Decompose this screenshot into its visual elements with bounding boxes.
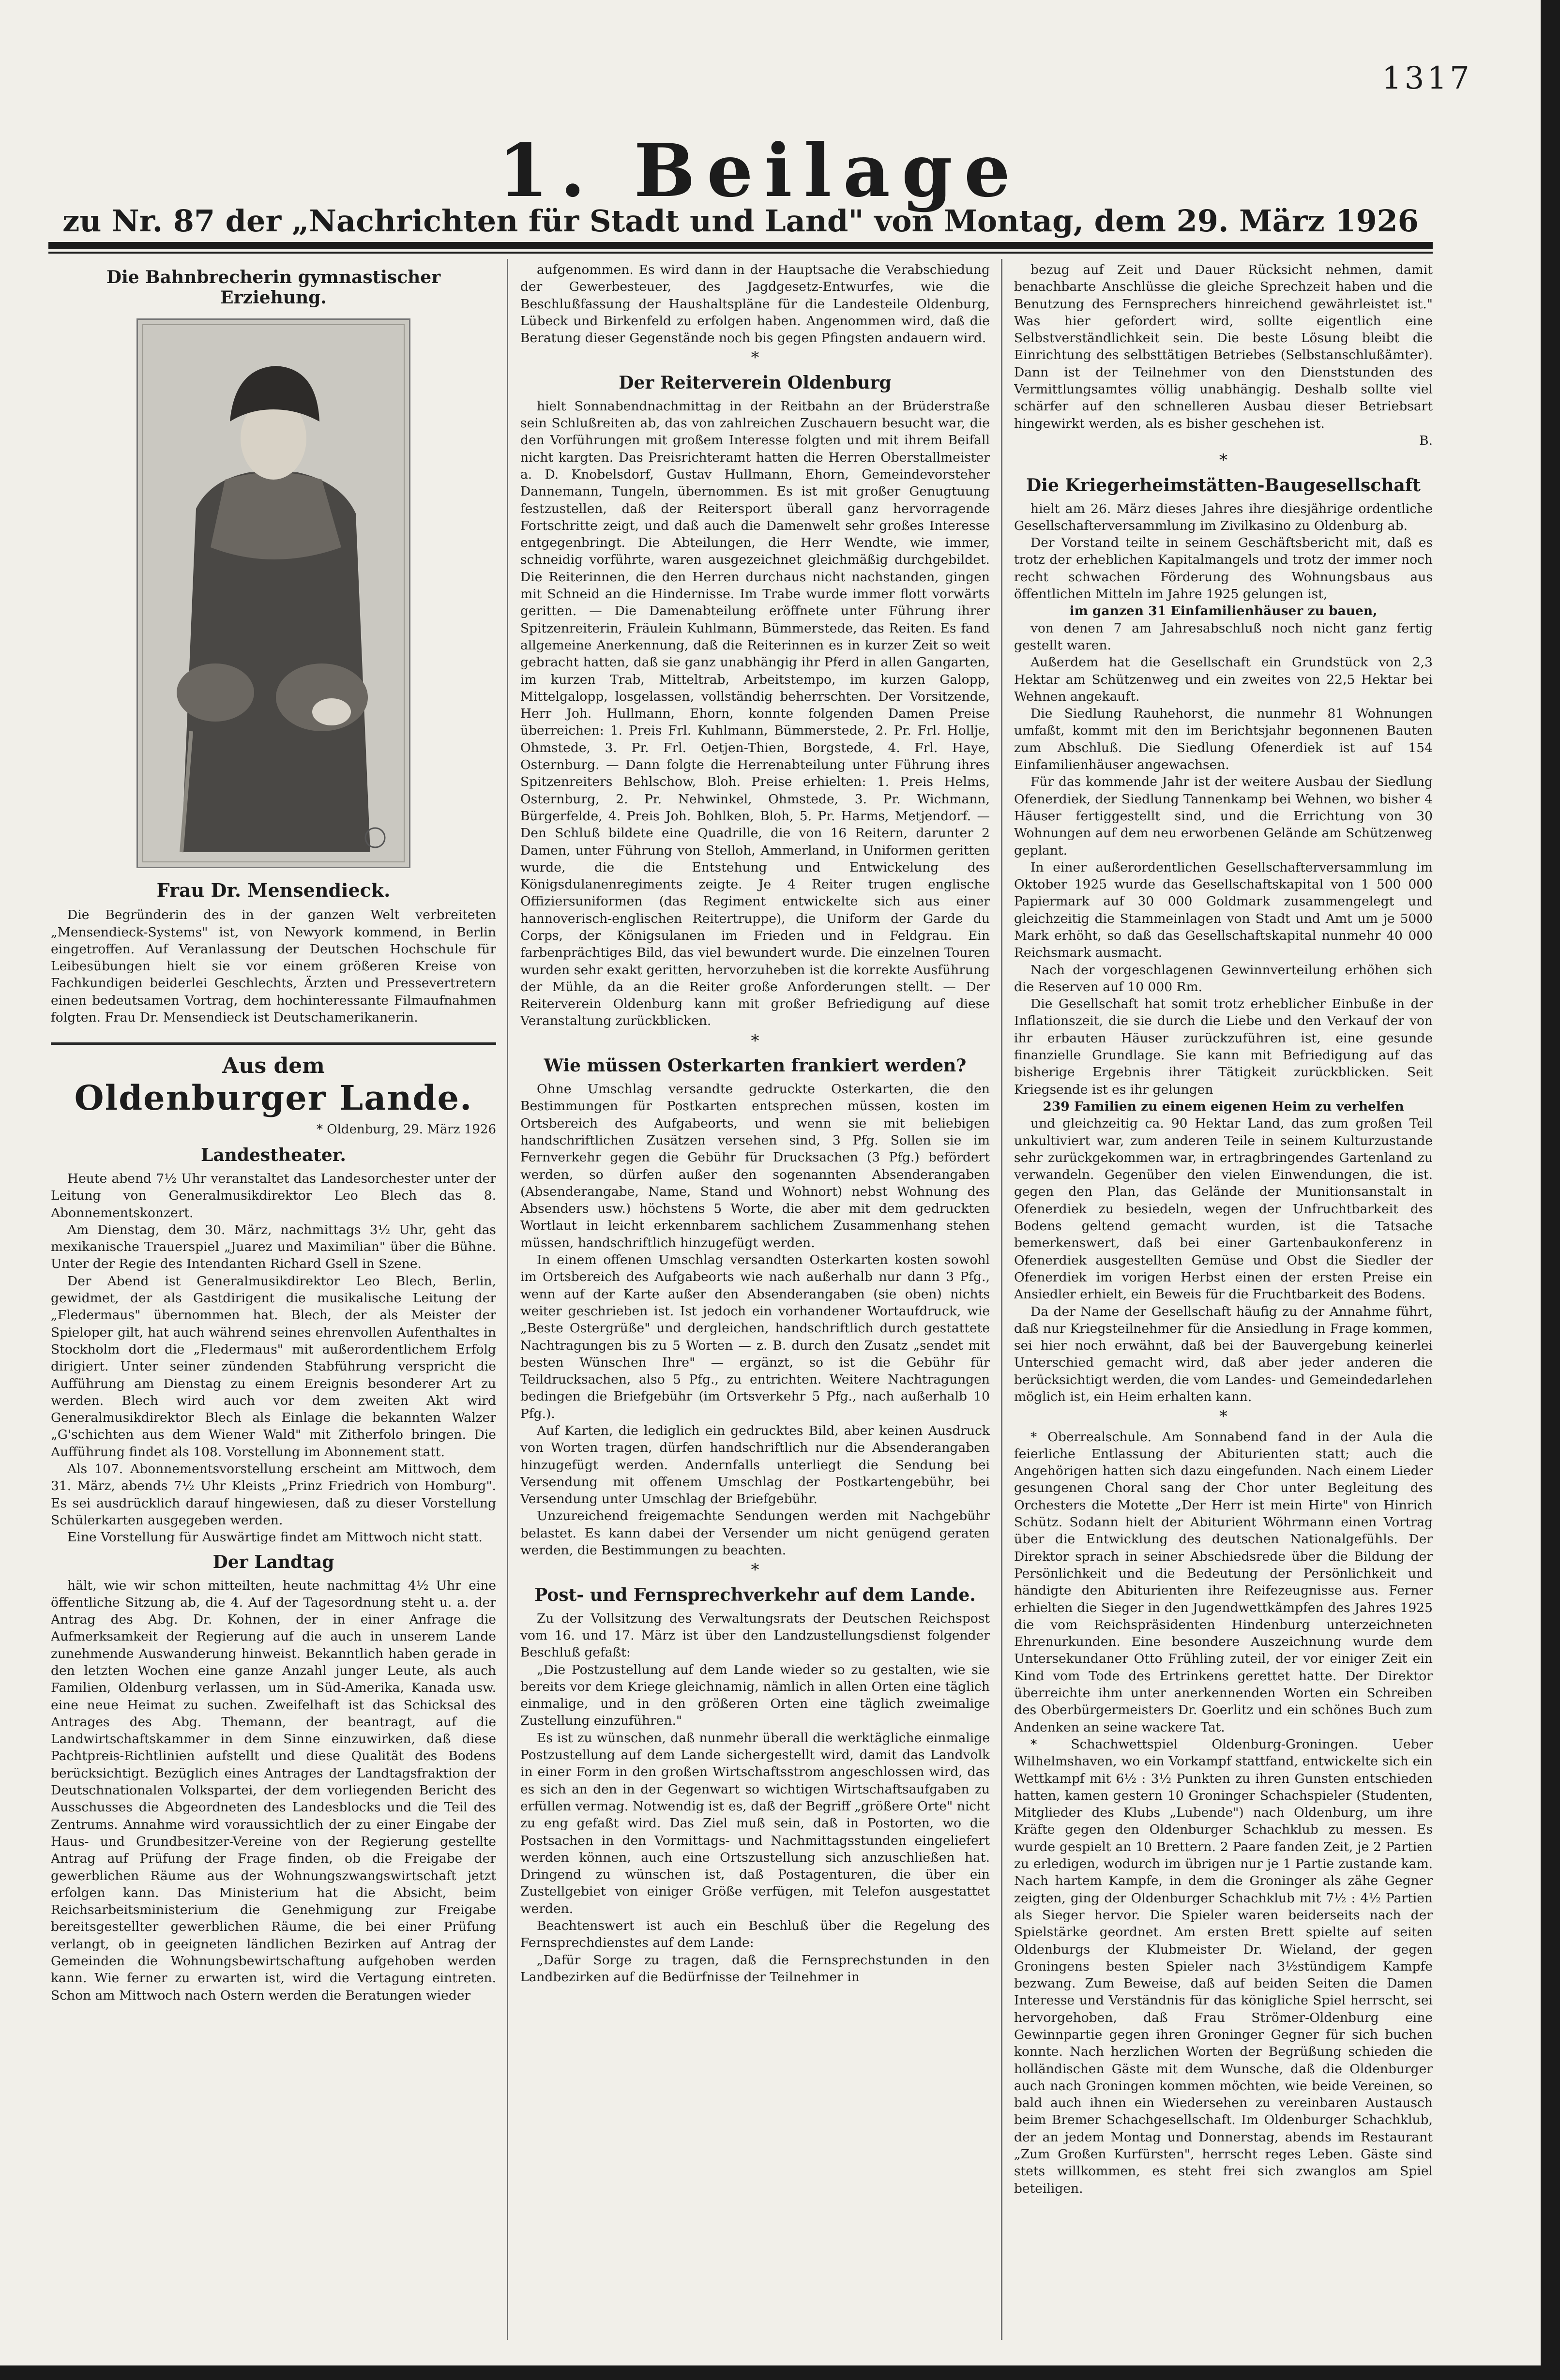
paragraph: * Oberrealschule. Am Sonnabend fand in der Aula die feierliche Entlassung der Abiturienten statt; auch die Angehörigen hatten sich dazu eingefunden. Nach einem Lieder gesungenen Choral sang der Chor unter Begleitung des Orchesters die Motette „Der Herr ist mein Hirte" von Hinrich Schütz. Sodann hielt der Abiturient Wöhrmann einen Vortrag über die Entwicklung des deutschen Nationalgefühls. Der Direktor sprach in seiner Abschiedsrede über die Bildung der Persönlichkeit und die Bedeutung der Persönlichkeit und händigte den Abiturienten ihre Reifezeugnisse aus. Ferner erhielten die Sieger in den Jugendwettkämpfen des Jahres 1925 die vom Reichspräsidenten Hindenburg unterzeichneten Ehrenurkunden. Eine besondere Auszeichnung wurde dem Untersekundaner Otto Frühling zuteil, der vor einiger Zeit ein Kind vom Tode des Ertrinkens gerettet hatte. Der Direktor überreichte ihm unter anerkennenden Worten ein Schreiben des Oberbürgermeisters Dr. Goerlitz und ein schönes Buch zum Andenken an seine wackere Tat.: [1014, 1429, 1433, 1735]
paragraph: Die Siedlung Rauhehorst, die nunmehr 81 Wohnungen umfaßt, kommt mit den im Berichtsjahr begonnenen Bauten zum Abschluß. Die Siedlung Ofenerdiek ist auf 154 Einfamilienhäuser angewachsen.: [1014, 706, 1433, 773]
paragraph: Es ist zu wünschen, daß nunmehr überall die werktägliche einmalige Postzustellung auf dem Lande sichergestellt wird, damit das Landvolk in einer Form in den großen Wirtschaftsstrom angeschlossen wird, das es sich an den in der Gegenwart so wichtigen Wirtschaftsaufgaben zu erfüllen vermag. Notwendig ist es, daß der Begriff „größere Orte" nicht zu eng gefaßt wird. Das Ziel muß sein, daß in Postorten, wo die Postsachen in den Vormittags- und Nachmittagsstunden eingeliefert werden können, auch eine Ortszustellung sich anzuschließen hat. Dringend zu wünschen ist, daß Postagenturen, die über ein Zustellgebiet von einiger Größe verfügen, mit Telefon ausgestattet werden.: [520, 1730, 990, 1916]
article-heading-mensendieck: Die Bahnbrecherin gymnastischer Erziehung.: [106, 267, 441, 308]
portrait-photo: [136, 318, 410, 868]
dateline: * Oldenburg, 29. März 1926: [317, 1122, 496, 1137]
masthead-rule-thin: [48, 252, 1433, 254]
section-rule: [51, 1042, 496, 1045]
paragraph: Zu der Vollsitzung des Verwaltungsrats der Deutschen Reichspost vom 16. und 17. März ist über den Landzustellungsdienst folgender Beschluß gefaßt:: [520, 1611, 990, 1660]
paragraph: hielt am 26. März dieses Jahres ihre diesjährige ordentliche Gesellschafterversammlung im Zivilkasino zu Oldenburg ab.: [1014, 501, 1433, 533]
issue-subheader: zu Nr. 87 der „Nachrichten für Stadt und Land" von Montag, dem 29. März 1926: [62, 203, 1419, 239]
paragraph: Ohne Umschlag versandte gedruckte Osterkarten, die den Bestimmungen für Postkarten entsprechen müssen, kosten im Ortsbereich des Aufgabeorts, und wenn sie mit beliebigen handschriftlichen Zusätzen versehen sind, 3 Pfg. Sollen sie im Fernverkehr gegen die Gebühr für Drucksachen (3 Pfg.) befördert werden, so dürfen außer den sogenannten Absenderangaben (Absenderangabe, Name, Stand und Wohnort) nebst Wohnung des Absenders usw.) höchstens 5 Worte, die aber mit dem gedruckten Wortlaut in leicht erkennbarem sachlichem Zusammenhang stehen müssen, handschriftlich hinzugefügt werden.: [520, 1082, 990, 1250]
paragraph: Heute abend 7½ Uhr veranstaltet das Landesorchester unter der Leitung von Generalmusikdirektor Leo Blech das 8. Abonnementskonzert.: [51, 1171, 496, 1220]
column-divider-1: [507, 259, 508, 2340]
paragraph: hält, wie wir schon mitteilten, heute nachmittag 4½ Uhr eine öffentliche Sitzung ab, die 4. Auf der Tagesordnung steht u. a. der Antrag des Abg. Dr. Kohnen, der in einer Anfrage die Aufmerksamkeit der Regierung auf die auch in unserem Lande zunehmende Auswanderung hinweist. Bekanntlich haben gerade in den letzten Wochen eine ganze Anzahl junger Leute, als auch Familien, Oldenburg verlassen, um in Süd-Amerika, Kanada usw. eine neue Heimat zu suchen. Zweifelhaft ist das Schicksal des Antrages des Abg. Themann, der beantragt, auf die Landwirtschaftskammer in dem Sinne einzuwirken, daß diese Pachtpreis-Richtlinien aufstellt und diese Qualität des Bodens berücksichtigt. Bezüglich eines Antrages der Landtagsfraktion der Deutschnationalen Volkspartei, der dem vorliegenden Bericht des Ausschusses die Abgeordneten des Landesblocks und die Teil des Zentrums. Annahme wird voraussichtlich der zu einer Eingabe der Haus- und Grundbesitzer-Vereine von der Regierung gestellte Antrag auf Prüfung der Frage finden, ob die Freigabe der gewerblichen Räume aus der Wohnungszwangswirtschaft jetzt erfolgen kann. Das Ministerium hat die Absicht, beim Reichsarbeitsministerium die Genehmigung zur Freigabe bereitsgestellter gewerblichen Räume, die bei einer Prüfung verlangt, ob in geeigneten ländlichen Bezirken auf Antrag der Gemeinden die Wohnungsbewirtschaftung aufgehoben werden kann. Wie ferner zu erwarten ist, wird die Vertagung eintreten. Schon am Mittwoch nach Ostern werden die Beratungen wieder: [51, 1578, 496, 2003]
paragraph: hielt Sonnabendnachmittag in der Reitbahn an der Brüderstraße sein Schlußreiten ab, das von zahlreichen Zuschauern besucht war, die den Vorführungen mit großem Interesse folgten und mit ihrem Beifall nicht kargten. Das Preisrichteramt hatten die Herren Oberstallmeister a. D. Knobelsdorf, Gustav Hullmann, Ehorn, Gemeindevorsteher Dannemann, Tungeln, übernommen. Es ist mit großer Genugtuung festzustellen, daß der Reitersport überall ganz hervorragende Fortschritte zeigt, und daß auch die Damenwelt sehr großes Interesse entgegenbringt. Die Abteilungen, die Herr Wendte, wie immer, schneidig vorführte, waren ausgezeichnet gleichmäßig durchgebildet. Die Reiterinnen, die den Herren durchaus nicht nachstanden, gingen mit Schneid an die Hindernisse. Im Trabe wurde immer flott vorwärts geritten. — Die Damenabteilung eröffnete unter Führung ihrer Spitzenreiterin, Fräulein Kuhlmann, Bümmerstede, das Reiten. Es fand allgemeine Anerkennung, daß die Reiterinnen es in kurzer Zeit so weit gebracht hatten, daß sie ganz unabhängig ihr Pferd in allen Gangarten, im kurzen Trab, Mitteltrab, Arbeitstempo, im kurzen Galopp, Mittelgalopp, losgelassen, vollständig beherrschten. Der Vorsitzende, Herr Joh. Hullmann, Ehorn, konnte folgenden Damen Preise überreichen: 1. Preis Frl. Kuhlmann, Bümmerstede, 2. Pr. Frl. Hollje, Ohmstede, 3. Pr. Frl. Oetjen-Thien, Borgstede, 4. Frl. Haye, Osternburg. — Dann folgte die Herrenabteilung unter Führung ihres Spitzenreiters Behlschow, Bloh. Preise erhielten: 1. Preis Helms, Osternburg, 2. Pr. Nehwinkel, Ohmstede, 3. Pr. Wichmann, Bürgerfelde, 4. Preis Joh. Bohlken, Bloh, 5. Pr. Harms, Metjendorf. — Den Schluß bildete eine Quadrille, die von 16 Reitern, darunter 2 Damen, unter Führung von Stelloh, Ammerland, in Uniformen geritten wurde, die die Entstehung und Entwickelung des Königsdulanenregiments zeigte. Je 4 Reiter trugen englische Offiziersuniformen (das Regiment entwickelte sich aus einer hannoverisch-englischen Reitertruppe), die Uniform der Garde du Corps, der Königsulanen im Frieden und in Feldgrau. Ein farbenprächtiges Bild, das viel bewundert wurde. Die einzelnen Touren wurden sehr exakt geritten, hervorzuheben ist die korrekte Ausführung der Mühle, da an die Reiter große Anforderungen stellt. — Der Reiterverein Oldenburg kann mit großer Befriedigung auf diese Veranstaltung zurückblicken.: [520, 398, 990, 1029]
paragraph: In einem offenen Umschlag versandten Osterkarten kosten sowohl im Ortsbereich des Aufgabeorts wie nach außerhalb nur dann 3 Pfg., wenn auf der Karte außer den Absenderangaben (sie oben) nichts weiter geschrieben ist. Ist jedoch ein vorhandener Wortaufdruck, wie „Beste Ostergrüße" und dergleichen, handschriftlich durch gestattete Nachtragungen bis zu 5 Worten — z. B. durch den Zusatz „sendet mit besten Wünschen Ihre" — ergänzt, so ist die Gebühr für Teildrucksachen, also 5 Pfg., zu entrichten. Weitere Nachtragungen bedingen die Briefgebühr (im Ortsverkehr 5 Pfg., nach außerhalb 10 Pfg.).: [520, 1252, 990, 1421]
column-1: [51, 261, 496, 2342]
paragraph: Der Abend ist Generalmusikdirektor Leo Blech, Berlin, gewidmet, der als Gastdirigent die musikalische Leitung der „Fledermaus" übernommen hat. Blech, der als Meister der Spieloper gilt, hat auch während seines ehrenvollen Aufenthaltes in Stockholm dort die „Fledermaus" mit außerordentlichem Erfolg dirigiert. Unter seiner zündenden Stabführung verspricht die Aufführung am Dienstag zu einem Ereignis besonderer Art zu werden. Blech wird auch vor dem zweiten Akt wird Generalmusikdirektor Blech als Einlage die bekannten Walzer „G'schichten aus dem Wiener Wald" mit Zitherfolo bringen. Die Aufführung findet als 108. Vorstellung im Abonnement statt.: [51, 1273, 496, 1460]
portrait-caption: Frau Dr. Mensendieck.: [156, 879, 391, 901]
separator-asterisk: *: [751, 1560, 759, 1580]
paragraph: Außerdem hat die Gesellschaft ein Grundstück von 2,3 Hektar am Schützenweg und ein zweites von 22,5 Hektar bei Wehnen angekauft.: [1014, 655, 1433, 704]
paragraph: Für das kommende Jahr ist der weitere Ausbau der Siedlung Ofenerdiek, der Siedlung Tannenkamp bei Wehnen, wo bisher 4 Häuser fertiggestellt sind, und die Errichtung von 30 Wohnungen auf dem neu erworbenen Gelände am Schützenweg geplant.: [1014, 774, 1433, 858]
portrait-text: Die Begründerin des in der ganzen Welt verbreiteten „Mensendieck-Systems" ist, von Newyork kommend, in Berlin eingetroffen. Auf Veranlassung der Deutschen Hochschule für Leibesübungen hielt sie vor einem größeren Kreise von Fachkundigen beiderlei Geschlechts, Ärzten und Pressevertretern einen bedeutsamen Vortrag, dem hochinteressante Filmaufnahmen folgten. Frau Dr. Mensendieck ist Deutschamerikanerin.: [51, 907, 496, 1025]
paragraph: Eine Vorstellung für Auswärtige findet am Mittwoch nicht statt.: [67, 1530, 483, 1545]
masthead-rule-thick: [48, 242, 1433, 249]
separator-asterisk: *: [751, 1031, 759, 1051]
highlight-line: im ganzen 31 Einfamilienhäuser zu bauen,: [1069, 603, 1378, 619]
paragraph: Da der Name der Gesellschaft häufig zu der Annahme führt, daß nur Kriegsteilnehmer für die Ansiedlung in Frage kommen, sei hier noch erwähnt, daß bei der Bauvergebung keinerlei Unterschied gemacht wird, daß aber jeder anderen die berücksichtigt werden, die vom Landes- und Gemeindedarlehen möglich ist, ein Heim erhalten kann.: [1014, 1304, 1433, 1404]
paragraph: Als 107. Abonnementsvorstellung erscheint am Mittwoch, dem 31. März, abends 7½ Uhr Kleists „Prinz Friedrich von Homburg". Es sei ausdrücklich darauf hingewiesen, daß zu dieser Vorstellung Schülerkarten ausgegeben werden.: [51, 1461, 496, 1528]
paragraph: von denen 7 am Jahresabschluß noch nicht ganz fertig gestellt waren.: [1014, 620, 1433, 653]
page-number: 1317: [1382, 60, 1472, 96]
supplement-title: 1. Beilage: [498, 128, 1022, 213]
heading-post: Post- und Fernsprechverkehr auf dem Lande.: [534, 1584, 976, 1605]
heading-reiterverein: Der Reiterverein Oldenburg: [619, 372, 892, 393]
section-kicker: Aus dem: [222, 1054, 325, 1079]
paragraph: „Dafür Sorge zu tragen, daß die Fernsprechstunden in den Landbezirken auf die Bedürfnisse der Teilnehmer in: [520, 1952, 990, 1985]
heading-landestheater: Landestheater.: [201, 1145, 346, 1165]
scan-frame-bottom: [0, 2365, 1560, 2380]
paragraph: Unzureichend freigemachte Sendungen werden mit Nachgebühr belastet. Es kann dabei der Versender um nicht genügend geraten werden, die Bestimmungen zu beachten.: [520, 1508, 990, 1558]
heading-landtag: Der Landtag: [212, 1552, 334, 1572]
paragraph: Nach der vorgeschlagenen Gewinnverteilung erhöhen sich die Reserven auf 10 000 Rm.: [1014, 962, 1433, 994]
section-title: Oldenburger Lande.: [74, 1077, 473, 1118]
paragraph: Beachtenswert ist auch ein Beschluß über die Regelung des Fernsprechdienstes auf dem Lande:: [520, 1918, 990, 1951]
heading-kriegerheimstaetten: Die Kriegerheimstätten-Baugesellschaft: [1026, 475, 1421, 496]
scan-frame-right: [1541, 0, 1560, 2380]
portrait-illustration: [138, 320, 409, 867]
separator-asterisk: *: [1219, 1407, 1227, 1427]
paragraph: Der Vorstand teilte in seinem Geschäftsbericht mit, daß es trotz der erheblichen Kapitalmangels und trotz der immer noch recht schwachen Förderung des Wohnungsbaus aus öffentlichen Mitteln im Jahre 1925 gelungen ist,: [1014, 535, 1433, 602]
author-signature: B.: [1419, 433, 1433, 448]
paragraph: „Die Postzustellung auf dem Lande wieder so zu gestalten, wie sie bereits vor dem Kriege gleichnamig, nämlich in allen Orten eine täglich einmalige, und in den größeren Orten eine täglich zweimalige Zustellung einzuführen.": [520, 1662, 990, 1729]
paragraph: Auf Karten, die lediglich ein gedrucktes Bild, aber keinen Ausdruck von Worten tragen, dürfen handschriftlich nur die Absenderangaben hinzugefügt werden. Andernfalls unterliegt die Sendung bei Versendung mit offenem Umschlag der Postkartengebühr, bei Versendung unter Umschlag der Briefgebühr.: [520, 1423, 990, 1507]
paragraph: bezug auf Zeit und Dauer Rücksicht nehmen, damit benachbarte Anschlüsse die gleiche Sprechzeit haben und die Benutzung des Fernsprechers hinreichend gewährleistet ist." Was hier gefordert wird, sollte eigentlich eine Selbstverständlichkeit sein. Die beste Lösung bleibt die Einrichtung des selbsttätigen Betriebes (Selbstanschlußämter). Dann ist der Teilnehmer von den Dienststunden des Vermittlungsamtes völlig unabhängig. Deshalb sollte viel schärfer auf den schnelleren Ausbau dieser Betriebsart hingewirkt werden, als es bisher geschehen ist.: [1014, 262, 1433, 431]
column-3: [1014, 261, 1433, 2342]
paragraph: In einer außerordentlichen Gesellschafterversammlung im Oktober 1925 wurde das Gesellschaftskapital von 1 500 000 Papiermark auf 30 000 Goldmark zusammengelegt und gleichzeitig die Stammeinlagen von Stadt und Amt um je 5000 Mark erhöht, so daß das Gesellschaftskapital nunmehr 40 000 Reichsmark ausmacht.: [1014, 859, 1433, 961]
column-divider-2: [1001, 259, 1002, 2340]
highlight-line: 239 Familien zu einem eigenen Heim zu verhelfen: [1043, 1099, 1404, 1114]
separator-asterisk: *: [751, 348, 759, 368]
column-2: [520, 261, 990, 2342]
paragraph: Am Dienstag, dem 30. März, nachmittags 3½ Uhr, geht das mexikanische Trauerspiel „Juarez und Maximilian" über die Bühne. Unter der Regie des Intendanten Richard Gsell in Szene.: [51, 1222, 496, 1272]
paragraph: Die Gesellschaft hat somit trotz erheblicher Einbuße in der Inflationszeit, die sie durch die Liebe und den Verkauf der von ihr erbauten Häuser zurückzuführen ist, eine gesunde finanzielle Grundlage. Sie kann mit Befriedigung auf das bisherige Ergebnis ihrer Tätigkeit zurückblicken. Seit Kriegsende ist es ihr gelungen: [1014, 996, 1433, 1097]
paragraph: und gleichzeitig ca. 90 Hektar Land, das zum großen Teil unkultiviert war, zum anderen Teile in seinem Kulturzustande sehr zurückgekommen war, in ertragbringendes Gartenland zu verwandeln. Gegenüber den vielen Einwendungen, die ist. gegen den Plan, das Gelände der Munitionsanstalt in Ofenerdiek zu besiedeln, wegen der Unfruchtbarkeit des Bodens geltend gemacht wurden, ist die Tatsache bemerkenswert, daß bei einer Gartenbaukonferenz in Ofenerdiek ausgestellten Gemüse und Obst die Siedler der Ofenerdiek im vorigen Herbst einen der ersten Preise ein Ansiedler erhielt, ein Beweis für die Fruchtbarkeit des Bodens.: [1014, 1116, 1433, 1302]
paragraph: aufgenommen. Es wird dann in der Hauptsache die Verabschiedung der Gewerbesteuer, des Jagdgesetz-Entwurfes, wie die Beschlußfassung der Haushaltspläne für die Landesteile Oldenburg, Lübeck und Birkenfeld zu erfolgen haben. Angenommen wird, daß die Beratung dieser Gegenstände noch bis gegen Pfingsten andauern wird.: [520, 262, 990, 346]
paragraph: * Schachwettspiel Oldenburg-Groningen. Ueber Wilhelmshaven, wo ein Vorkampf stattfand, entwickelte sich ein Wettkampf mit 6½ : 3½ Punkten zu ihren Gunsten entschieden hatten, kamen gestern 10 Groninger Schachspieler (Studenten, Mitglieder des Klubs „Lubende") nach Oldenburg, um ihre Kräfte gegen den Oldenburger Schachklub zu messen. Es wurde gespielt an 10 Brettern. 2 Paare fanden Zeit, je 2 Partien zu erledigen, wodurch im übrigen nur je 1 Partie zustande kam. Nach hartem Kampfe, in dem die Groninger als zähe Gegner zeigten, ging der Oldenburger Schachklub mit 7½ : 4½ Partien als Sieger hervor. Die Spieler waren beiderseits nach der Spielstärke geordnet. Am ersten Brett spielte auf seiten Oldenburgs der Klubmeister Dr. Wieland, der gegen Groningens besten Spieler nach 3½stündigem Kampfe bezwang. Zum Beweise, daß auf beiden Seiten die Damen Interesse und Verständnis für das königliche Spiel herrscht, sei hervorgehoben, daß Frau Strömer-Oldenburg eine Gewinnpartie gegen ihren Groninger Gegner für sich buchen konnte. Nach herzlichen Worten der Begrüßung schieden die holländischen Gäste mit dem Wunsche, daß die Oldenburger auch nach Groningen kommen möchten, wie beide Vereinen, so bald auch ihnen ein Wiedersehen zu vereinbaren Austausch beim Bremer Schachgesellschaft. Im Oldenburger Schachklub, der an jedem Montag und Donnerstag, abends im Restaurant „Zum Großen Kurfürsten", herrscht reges Leben. Gäste sind stets willkommen, es steht frei sich zwanglos am Spiel beteiligen.: [1014, 1736, 1433, 2196]
heading-osterkarten: Wie müssen Osterkarten frankiert werden?: [544, 1055, 967, 1076]
separator-asterisk: *: [1219, 451, 1227, 470]
